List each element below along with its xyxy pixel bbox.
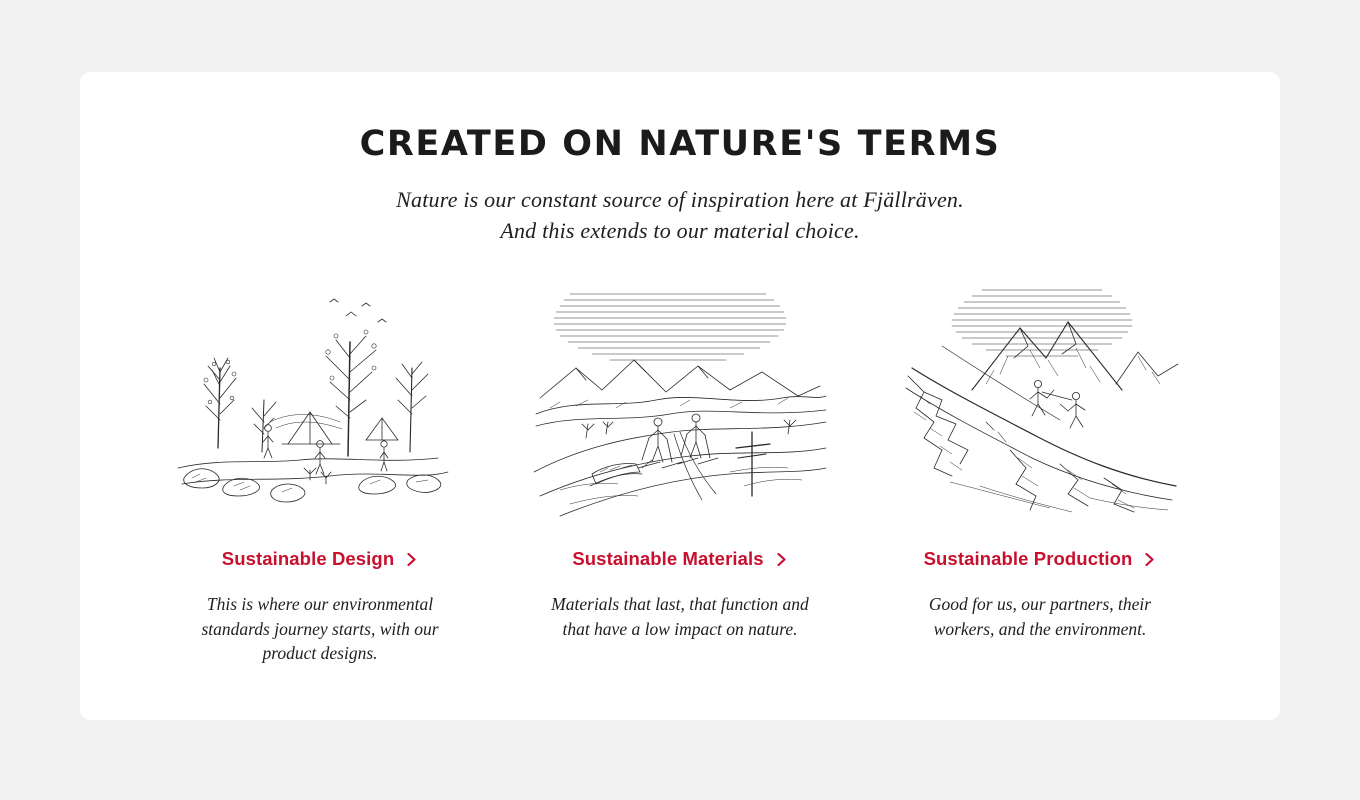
content-card [80,72,1280,720]
subtitle-line-2: And this extends to our material choice. [500,218,860,243]
mountain-climbers-illustration [890,272,1190,522]
chevron-right-icon [405,553,418,566]
chevron-right-icon [775,553,788,566]
sustainable-materials-link[interactable] [572,548,787,570]
feature-columns [80,246,1280,666]
feature-column-materials [510,272,850,666]
link-label: Sustainable Production [923,548,1133,569]
sustainable-production-link[interactable] [924,548,1157,570]
ski-touring-valley-illustration [530,272,830,522]
feature-caption: Good for us, our partners, their workers, and the environment. [928,594,1152,639]
page-title: CREATED ON NATURE'S TERMS [359,124,1001,164]
chevron-right-icon [1143,553,1156,566]
feature-caption: This is where our environmental standards journey starts, with our product designs. [201,594,439,663]
feature-caption: Materials that last, that function and that have a low impact on nature. [551,594,809,639]
feature-column-design [150,272,490,666]
feature-column-production [870,272,1210,666]
sustainable-design-link[interactable] [222,548,418,570]
section-subtitle [320,184,1040,246]
link-label: Sustainable Design [221,548,395,569]
forest-campsite-illustration [170,272,470,522]
subtitle-line-1: Nature is our constant source of inspiration here at Fjällräven. [396,187,964,212]
link-label: Sustainable Materials [572,548,764,569]
